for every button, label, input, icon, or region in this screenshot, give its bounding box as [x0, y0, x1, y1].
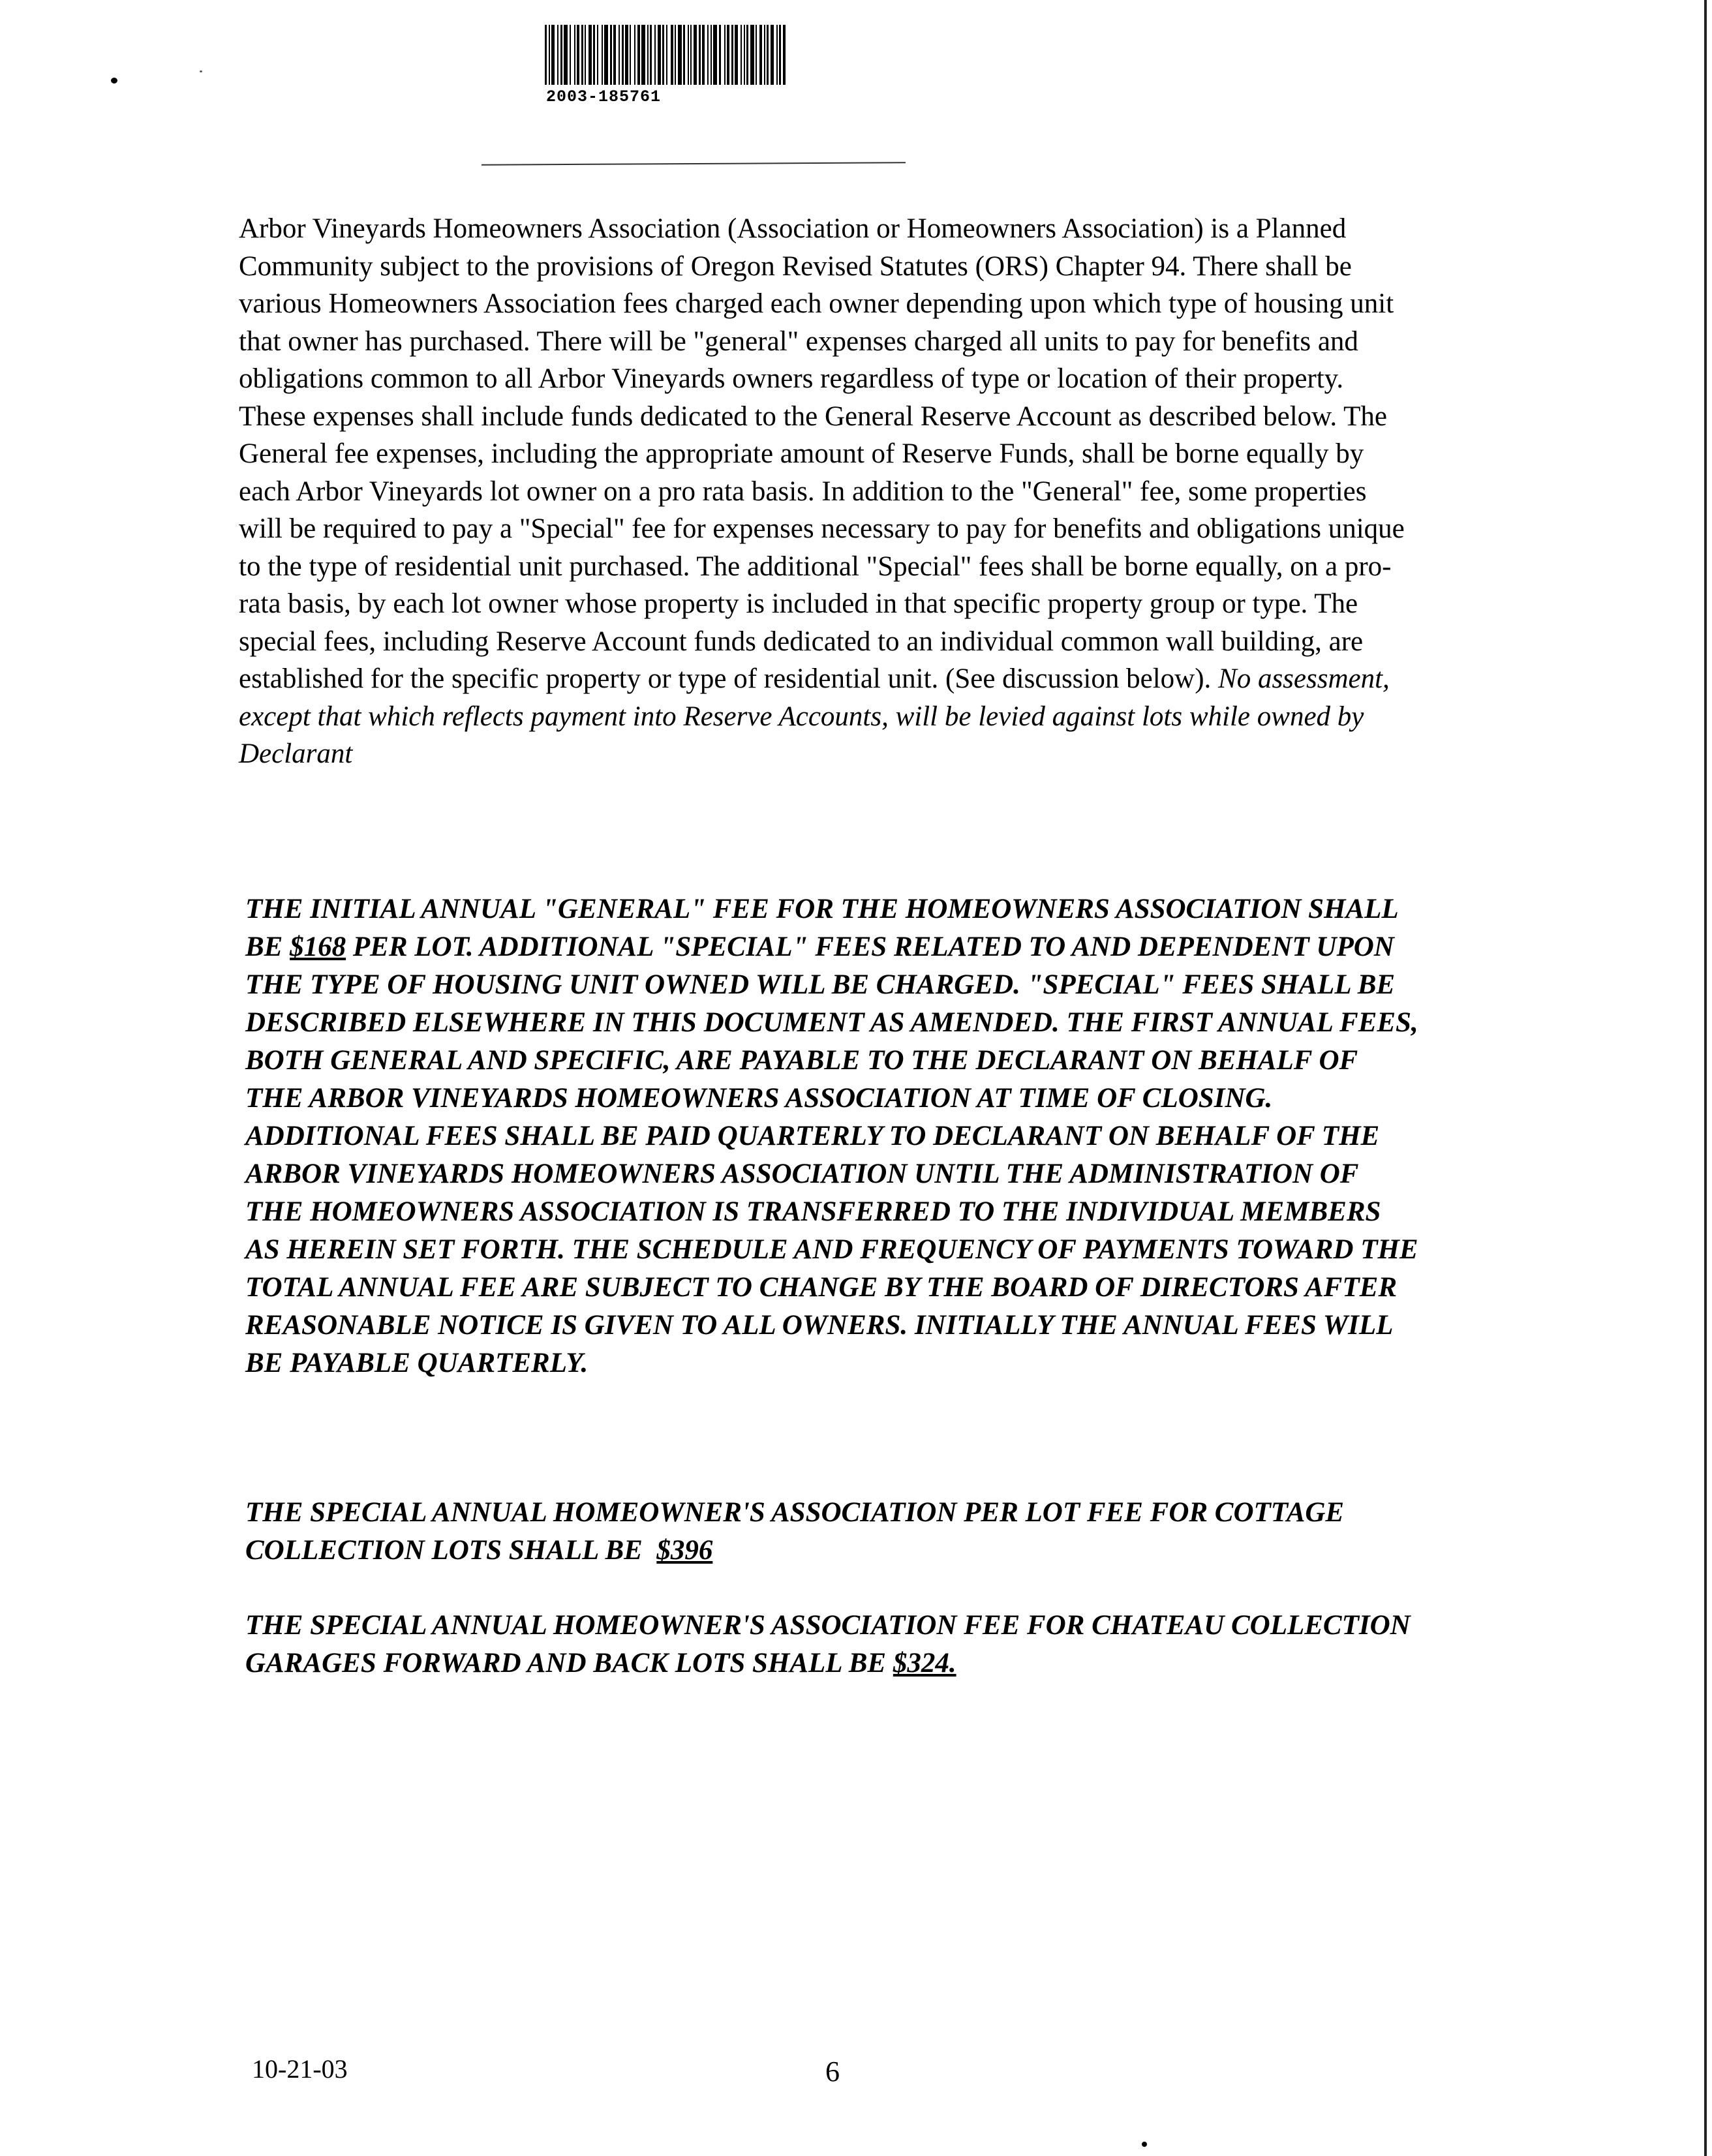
- barcode-bar: [750, 25, 754, 85]
- barcode-bar: [688, 25, 689, 85]
- barcode-bar: [597, 25, 598, 85]
- barcode-bar: [641, 25, 645, 85]
- barcode-bar: [756, 25, 757, 85]
- intro-text: Arbor Vineyards Homeowners Association (Association or Homeowners Association) is a Planned Community subject to the provisions of Oregon Revised Statutes (ORS) Chapter 94. There shall be various Homeowners Association fees charged each owner depending upon which type of housing unit that owner has purchased. There will be "general" expenses charged all units to pay for benefits and obligations common to all Arbor Vineyards owners regardless of type or location of their property. These expenses shall include funds dedicated to the General Reserve Account as described below. The General fee expenses, including the appropriate amount of Reserve Funds, shall be borne equally by each Arbor Vineyards lot owner on a pro rata basis. In addition to the "General" fee, some properties will be required to pay a "Special" fee for expenses necessary to pay for benefits and obligations unique to the type of residential unit purchased. The additional "Special" fees shall be borne equally, on a pro-rata basis, by each lot owner whose property is included in that specific property group or type. The special fees, including Reserve Account funds dedicated to an individual common wall building, are established for the specific property or type of residential unit. (See discussion below).: [239, 213, 1405, 694]
- barcode-bar: [713, 25, 717, 85]
- barcode-bar: [654, 25, 656, 85]
- barcode-bar: [741, 25, 742, 85]
- barcode-bar: [604, 25, 608, 85]
- barcode-bar: [767, 25, 769, 85]
- barcode-bar: [574, 25, 575, 85]
- scan-speck: [1142, 2142, 1147, 2147]
- barcode-bar: [678, 25, 682, 85]
- cottage-fee-text: THE SPECIAL ANNUAL HOMEOWNER'S ASSOCIATION PER LOT FEE FOR COTTAGE COLLECTION LOTS SHALL BE: [245, 1497, 1345, 1566]
- barcode-bar: [613, 25, 616, 85]
- horizontal-rule: [482, 162, 906, 165]
- barcode-bar: [560, 25, 562, 85]
- barcode-bar: [588, 25, 592, 85]
- barcode-bar: [593, 25, 595, 85]
- footer-date: 10-21-03: [252, 2054, 348, 2084]
- barcode-bar: [759, 25, 762, 85]
- barcode-bar: [637, 25, 640, 85]
- barcode-bar: [699, 25, 701, 85]
- scan-page-edge: [1704, 0, 1707, 2156]
- barcode-bar: [731, 25, 733, 85]
- barcode-bar: [690, 25, 692, 85]
- barcode-bar: [658, 25, 661, 85]
- barcode-bar: [719, 25, 721, 85]
- scan-speck: [111, 78, 117, 84]
- barcode-bar: [735, 25, 738, 85]
- barcode-bar: [650, 25, 652, 85]
- barcode-bar: [564, 25, 568, 85]
- barcode-bar: [666, 25, 667, 85]
- barcode-bar: [625, 25, 628, 85]
- barcode-bar: [702, 25, 705, 85]
- barcode-bar: [671, 25, 673, 85]
- barcode-bar: [727, 25, 729, 85]
- general-fee-amount: $168: [290, 932, 346, 962]
- barcode-bar: [711, 25, 712, 85]
- barcode-bar: [683, 25, 685, 85]
- barcode-bar: [776, 25, 778, 85]
- barcode-bar: [746, 25, 748, 85]
- barcode-number: 2003-185761: [546, 87, 662, 106]
- barcode-bar: [570, 25, 571, 85]
- barcode-bar: [744, 25, 745, 85]
- intro-italic-text: No assessment, except that which reflects payment into Reserve Accounts, will be levied against lots while owned by Declarant: [239, 663, 1390, 769]
- chateau-fee-text: THE SPECIAL ANNUAL HOMEOWNER'S ASSOCIATION FEE FOR CHATEAU COLLECTION GARAGES FORWARD AND BACK LOTS SHALL BE: [245, 1610, 1411, 1678]
- barcode-bar: [549, 25, 550, 85]
- cottage-fee-amount: $396: [656, 1535, 713, 1566]
- general-fee-text-after: PER LOT. ADDITIONAL "SPECIAL" FEES RELATED TO AND DEPENDENT UPON THE TYPE OF HOUSING UNIT OWNED WILL BE CHARGED. "SPECIAL" FEES SHALL BE DESCRIBED ELSEWHERE IN THIS DOCUMENT AS AMENDED. THE FIRST ANNUAL FEES, BOTH GENERAL AND SPECIFIC, ARE PAYABLE TO THE DECLARANT ON BEHALF OF THE ARBOR VINEYARDS HOMEOWNERS ASSOCIATION AT TIME OF CLOSING. ADDITIONAL FEES SHALL BE PAID QUARTERLY TO DECLARANT ON BEHALF OF THE ARBOR VINEYARDS HOMEOWNERS ASSOCIATION UNTIL THE ADMINISTRATION OF THE HOMEOWNERS ASSOCIATION IS TRANSFERRED TO THE INDIVIDUAL MEMBERS AS HEREIN SET FORTH. THE SCHEDULE AND FREQUENCY OF PAYMENTS TOWARD THE TOTAL ANNUAL FEE ARE SUBJECT TO CHANGE BY THE BOARD OF DIRECTORS AFTER REASONABLE NOTICE IS GIVEN TO ALL OWNERS. INITIALLY THE ANNUAL FEES WILL BE PAYABLE QUARTERLY.: [245, 932, 1418, 1378]
- barcode-bar: [581, 25, 583, 85]
- barcode-bar: [545, 25, 547, 85]
- page-number: 6: [825, 2056, 840, 2088]
- barcode-bar: [724, 25, 726, 85]
- scan-speck: [200, 70, 202, 72]
- barcode-bar: [619, 25, 620, 85]
- chateau-fee-paragraph: [245, 1607, 1420, 1682]
- barcode-bar: [630, 25, 631, 85]
- barcode-bar: [707, 25, 709, 85]
- barcode-bar: [551, 25, 555, 85]
- general-fee-text-before: THE INITIAL ANNUAL "GENERAL" FEE FOR THE HOMEOWNERS ASSOCIATION SHALL BE: [245, 894, 1398, 962]
- barcode-bar: [771, 25, 774, 85]
- barcode-bar: [694, 25, 697, 85]
- barcode-bar: [662, 25, 664, 85]
- chateau-fee-amount: $324.: [893, 1648, 956, 1678]
- barcode-bar: [634, 25, 635, 85]
- barcode-bar: [585, 25, 586, 85]
- barcode-bar: [577, 25, 579, 85]
- barcode-bar: [675, 25, 676, 85]
- recording-barcode: [545, 25, 838, 106]
- barcode-bar: [779, 25, 781, 85]
- barcode-bar: [622, 25, 624, 85]
- barcode-icon: [545, 25, 838, 85]
- barcode-bar: [602, 25, 603, 85]
- cottage-fee-paragraph: [245, 1494, 1420, 1570]
- barcode-bar: [647, 25, 649, 85]
- barcode-bar: [557, 25, 558, 85]
- general-fee-paragraph: [245, 890, 1420, 1382]
- barcode-bar: [764, 25, 765, 85]
- barcode-bar: [783, 25, 786, 85]
- barcode-bar: [610, 25, 612, 85]
- intro-paragraph: [239, 210, 1413, 773]
